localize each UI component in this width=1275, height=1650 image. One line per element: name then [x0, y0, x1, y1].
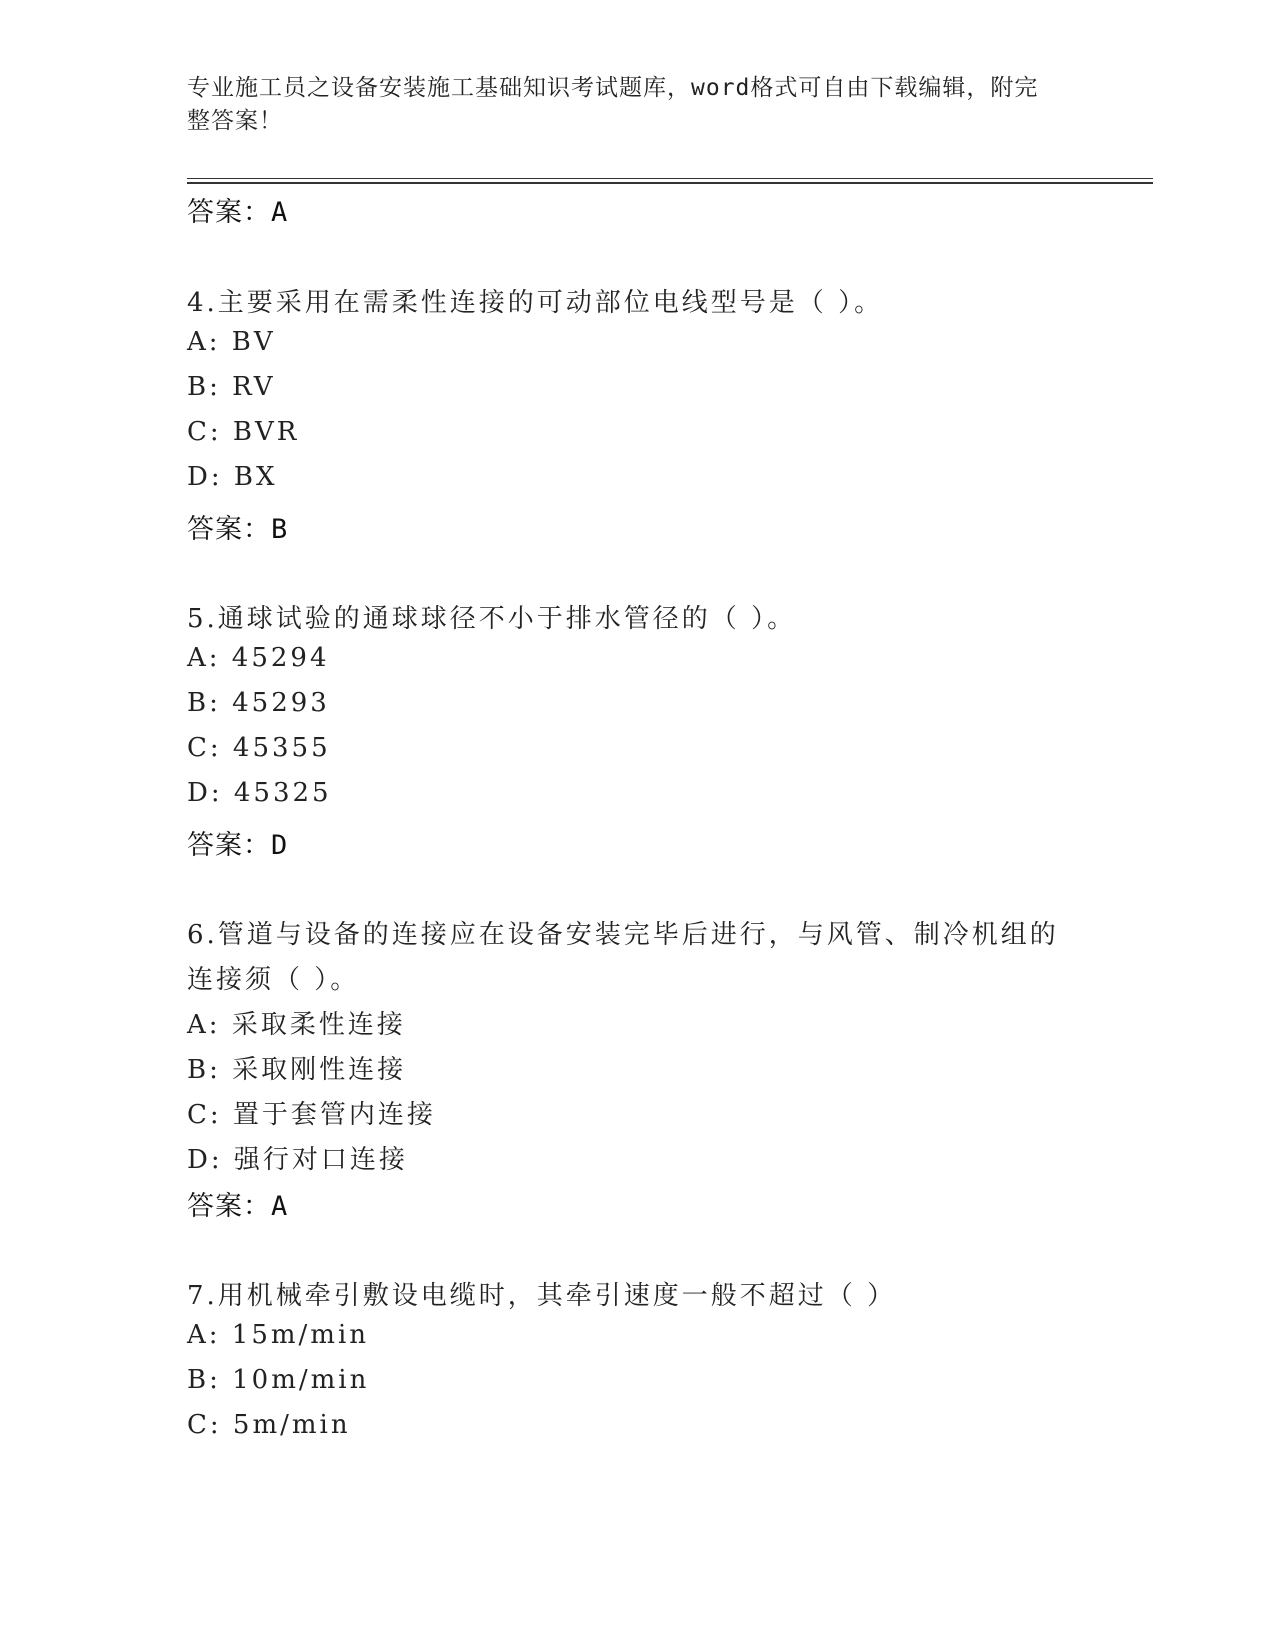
option-b: B: 10m/min: [187, 1365, 370, 1395]
question-stem-line-2: 连接须（ ）。: [187, 965, 360, 995]
option-d: D: 45325: [187, 778, 332, 808]
option-d: D: 强行对口连接: [187, 1145, 408, 1175]
option-b: B: RV: [187, 372, 276, 402]
option-c: C: 置于套管内连接: [187, 1100, 436, 1130]
option-a: A: 45294: [187, 643, 330, 673]
previous-answer: 答案：A: [187, 197, 289, 228]
header-line-1: 专业施工员之设备安装施工基础知识考试题库，word格式可自由下载编辑，附完: [187, 75, 1039, 101]
option-a: A: 15m/min: [187, 1320, 370, 1350]
option-c: C: 45355: [187, 733, 331, 763]
question-stem: 5.通球试验的通球球径不小于排水管径的（ ）。: [187, 604, 797, 634]
option-d: D: BX: [187, 462, 278, 492]
question-stem: 7.用机械牵引敷设电缆时，其牵引速度一般不超过（ ）: [187, 1281, 897, 1311]
option-a: A: BV: [187, 327, 276, 357]
option-a: A: 采取柔性连接: [187, 1010, 406, 1040]
header-divider-bottom: [187, 182, 1153, 184]
question-stem-line-1: 6.管道与设备的连接应在设备安装完毕后进行，与风管、制冷机组的: [187, 920, 1059, 950]
option-c: C: 5m/min: [187, 1410, 351, 1440]
document-header: [187, 72, 1067, 138]
option-b: B: 45293: [187, 688, 330, 718]
option-b: B: 采取刚性连接: [187, 1055, 407, 1085]
header-divider-top: [187, 178, 1153, 179]
answer: 答案：A: [187, 1191, 289, 1222]
answer: 答案：D: [187, 830, 289, 861]
answer: 答案：B: [187, 514, 289, 545]
option-c: C: BVR: [187, 417, 300, 447]
question-stem: 4.主要采用在需柔性连接的可动部位电线型号是（ ）。: [187, 288, 884, 318]
header-line-2: 整答案！: [187, 108, 283, 134]
